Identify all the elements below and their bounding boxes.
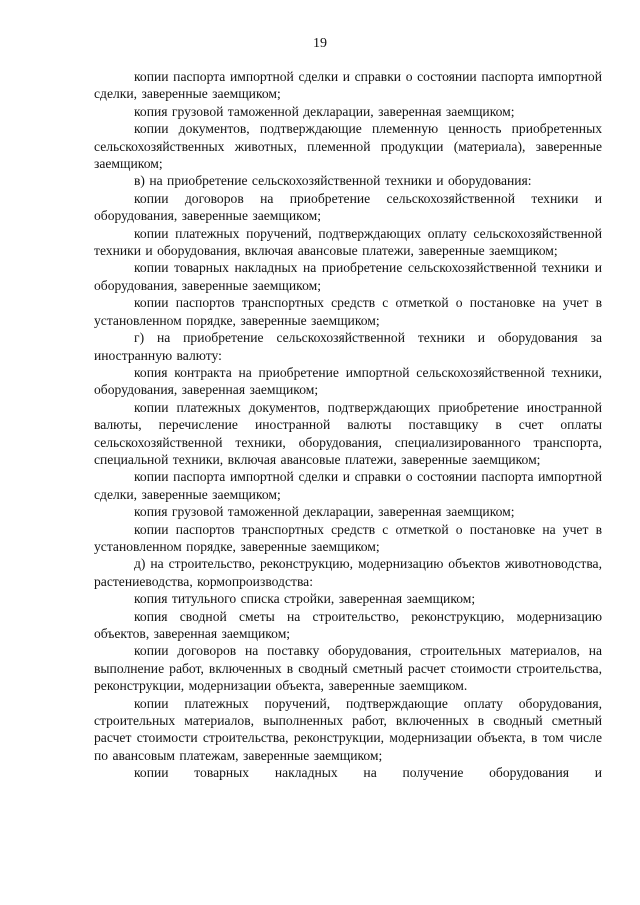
paragraph-4: в) на приобретение сельскохозяйственной техники и оборудования: — [134, 173, 532, 189]
page-number: 19 — [313, 36, 327, 51]
paragraph-12: копии паспорта импортной сделки и справки о состоянии паспорта импортной сделки, заверенные заемщиком; — [94, 469, 602, 502]
paragraph-13: копия грузовой таможенной декларации, заверенная заемщиком; — [134, 504, 515, 520]
paragraph-18: копии договоров на поставку оборудования, строительных материалов, на выполнение работ, включенных в сводный сметный расчет стоимости строительства, реконструкции, модернизации объекта, заверенные заемщиком. — [94, 643, 602, 694]
paragraph-15: д) на строительство, реконструкцию, модернизацию объектов животноводства, растениеводства, кормопроизводства: — [94, 556, 602, 589]
paragraph-16: копия титульного списка стройки, заверенная заемщиком; — [134, 591, 476, 607]
paragraph-1: копии паспорта импортной сделки и справки о состоянии паспорта импортной сделки, заверенные заемщиком; — [94, 69, 602, 102]
paragraph-10: копия контракта на приобретение импортной сельскохозяйственной техники, оборудования, заверенная заемщиком; — [94, 364, 602, 398]
paragraph-8: копии паспортов транспортных средств с отметкой о постановке на учет в установленном порядке, заверенные заемщиком; — [94, 295, 602, 328]
paragraph-20: копии товарных накладных на получение оборудования и — [134, 765, 602, 781]
paragraph-3: копии документов, подтверждающие племенную ценность приобретенных сельскохозяйственных животных, племенной продукции (материала), заверенные заемщиком; — [94, 121, 602, 172]
paragraph-6: копии платежных поручений, подтверждающих оплату сельскохозяйственной техники и оборудования, включая авансовые платежи, заверенные заемщиком; — [94, 225, 602, 259]
paragraph-19: копии платежных поручений, подтверждающие оплату оборудования, строительных материалов, выполненных работ, включенных в сводный сметный расчет стоимости строительства, реконструкции, модернизации объекта, в том числе по авансовым платежам, заверенные заемщиком; — [94, 695, 602, 763]
paragraph-2: копия грузовой таможенной декларации, заверенная заемщиком; — [134, 103, 515, 119]
paragraph-5: копии договоров на приобретение сельскохозяйственной техники и оборудования, заверенные заемщиком; — [94, 190, 602, 224]
paragraph-14: копии паспортов транспортных средств с отметкой о постановке на учет в установленном порядке, заверенные заемщиком; — [94, 521, 602, 554]
paragraph-9: г) на приобретение сельскохозяйственной техники и оборудования за иностранную валюту: — [94, 330, 602, 363]
paragraph-11: копии платежных документов, подтверждающих приобретение иностранной валюты, перечисление иностранной валюты поставщику в счет оплаты сельскохозяйственной техники, оборудования, специализированного транспорта, специальной техники, включая авансовые платежи, заверенные заемщиком; — [94, 399, 602, 467]
paragraph-17: копия сводной сметы на строительство, реконструкцию, модернизацию объектов, заверенная заемщиком; — [94, 608, 602, 641]
paragraph-7: копии товарных накладных на приобретение сельскохозяйственной техники и оборудования, заверенные заемщиком; — [94, 260, 602, 293]
